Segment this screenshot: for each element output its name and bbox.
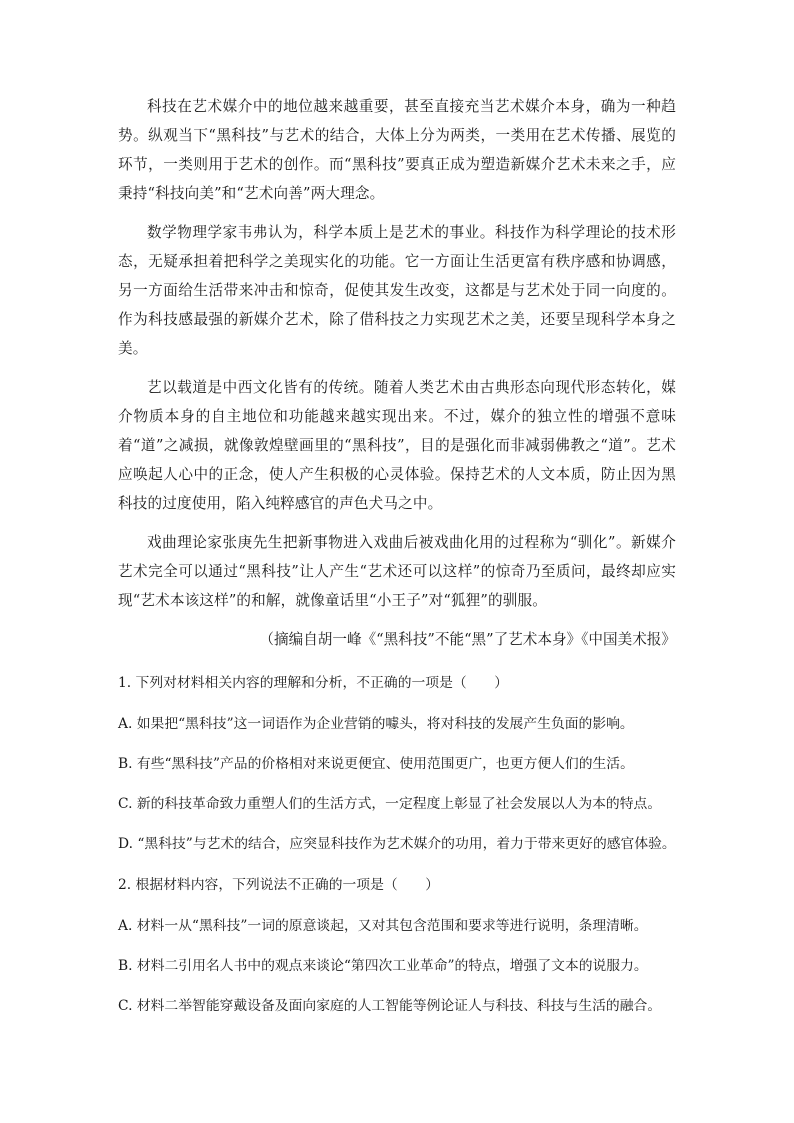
question-2-option-b: B. 材料二引用名人书中的观点来谈论“第四次工业革命”的特点，增强了文本的说服力。 [118,958,648,974]
document-page [118,92,676,1026]
question-2-option-c: C. 材料二举智能穿戴设备及面向家庭的人工智能等例论证人与科技、科技与生活的融合。 [118,998,662,1014]
question-1-option-b: B. 有些“黑科技”产品的价格相对来说更便宜、使用范围更广，也更方便人们的生活。 [118,756,634,772]
question-2-option-a: A. 材料一从“黑科技”一词的原意谈起，又对其包含范围和要求等进行说明，条理清晰。 [118,918,648,934]
passage-paragraph-4: 戏曲理论家张庚先生把新事物进入戏曲后被戏曲化用的过程称为“驯化”。新媒介艺术完全可以通过“黑科技”让人产生“艺术还可以这样”的惊奇乃至质问，最终却应实现“艺术本该这样”的和解，就像童话里“小王子”对“狐狸”的驯服。 [118,534,676,609]
passage-paragraph-3: 艺以载道是中西文化皆有的传统。随着人类艺术由古典形态向现代形态转化，媒介物质本身的自主地位和功能越来越实现出来。不过，媒介的独立性的增强不意味着“道”之减损，就像敦煌壁画里的“黑科技”，目的是强化而非减弱佛教之“道”。艺术应唤起人心中的正念，使人产生积极的心灵体验。保持艺术的人文本质，防止因为黑科技的过度使用，陷入纯粹感官的声色犬马之中。 [118,379,676,512]
question-2-stem: 2. 根据材料内容，下列说法不正确的一项是（ ） [118,877,440,893]
passage-paragraph-2: 数学物理学家韦弗认为，科学本质上是艺术的事业。科技作为科学理论的技术形态，无疑承担着把科学之美现实化的功能。它一方面让生活更富有秩序感和协调感，另一方面给生活带来冲击和惊奇，促使其发生改变，这都是与艺术处于同一向度的。作为科技感最强的新媒介艺术，除了借科技之力实现艺术之美，还要呈现科学本身之美。 [118,224,676,357]
question-1-option-c: C. 新的科技革命致力重塑人们的生活方式，一定程度上彰显了社会发展以人为本的特点。 [118,796,662,812]
passage-source: （摘编自胡一峰《“黑科技”不能“黑”了艺术本身》《中国美术报》 [259,631,676,648]
question-1-option-d: D. “黑科技”与艺术的结合，应突显科技作为艺术媒介的功用，着力于带来更好的感官体验。 [118,836,676,852]
question-1-option-a: A. 如果把“黑科技”这一词语作为企业营销的噱头，将对科技的发展产生负面的影响。 [118,716,634,732]
question-1-stem: 1. 下列对材料相关内容的理解和分析，不正确的一项是（ ） [118,675,509,691]
passage-paragraph-1: 科技在艺术媒介中的地位越来越重要，甚至直接充当艺术媒介本身，确为一种趋势。纵观当下“黑科技”与艺术的结合，大体上分为两类，一类用在艺术传播、展览的环节，一类则用于艺术的创作。而“黑科技”要真正成为塑造新媒介艺术未来之手，应秉持“科技向美”和“艺术向善”两大理念。 [118,98,676,202]
